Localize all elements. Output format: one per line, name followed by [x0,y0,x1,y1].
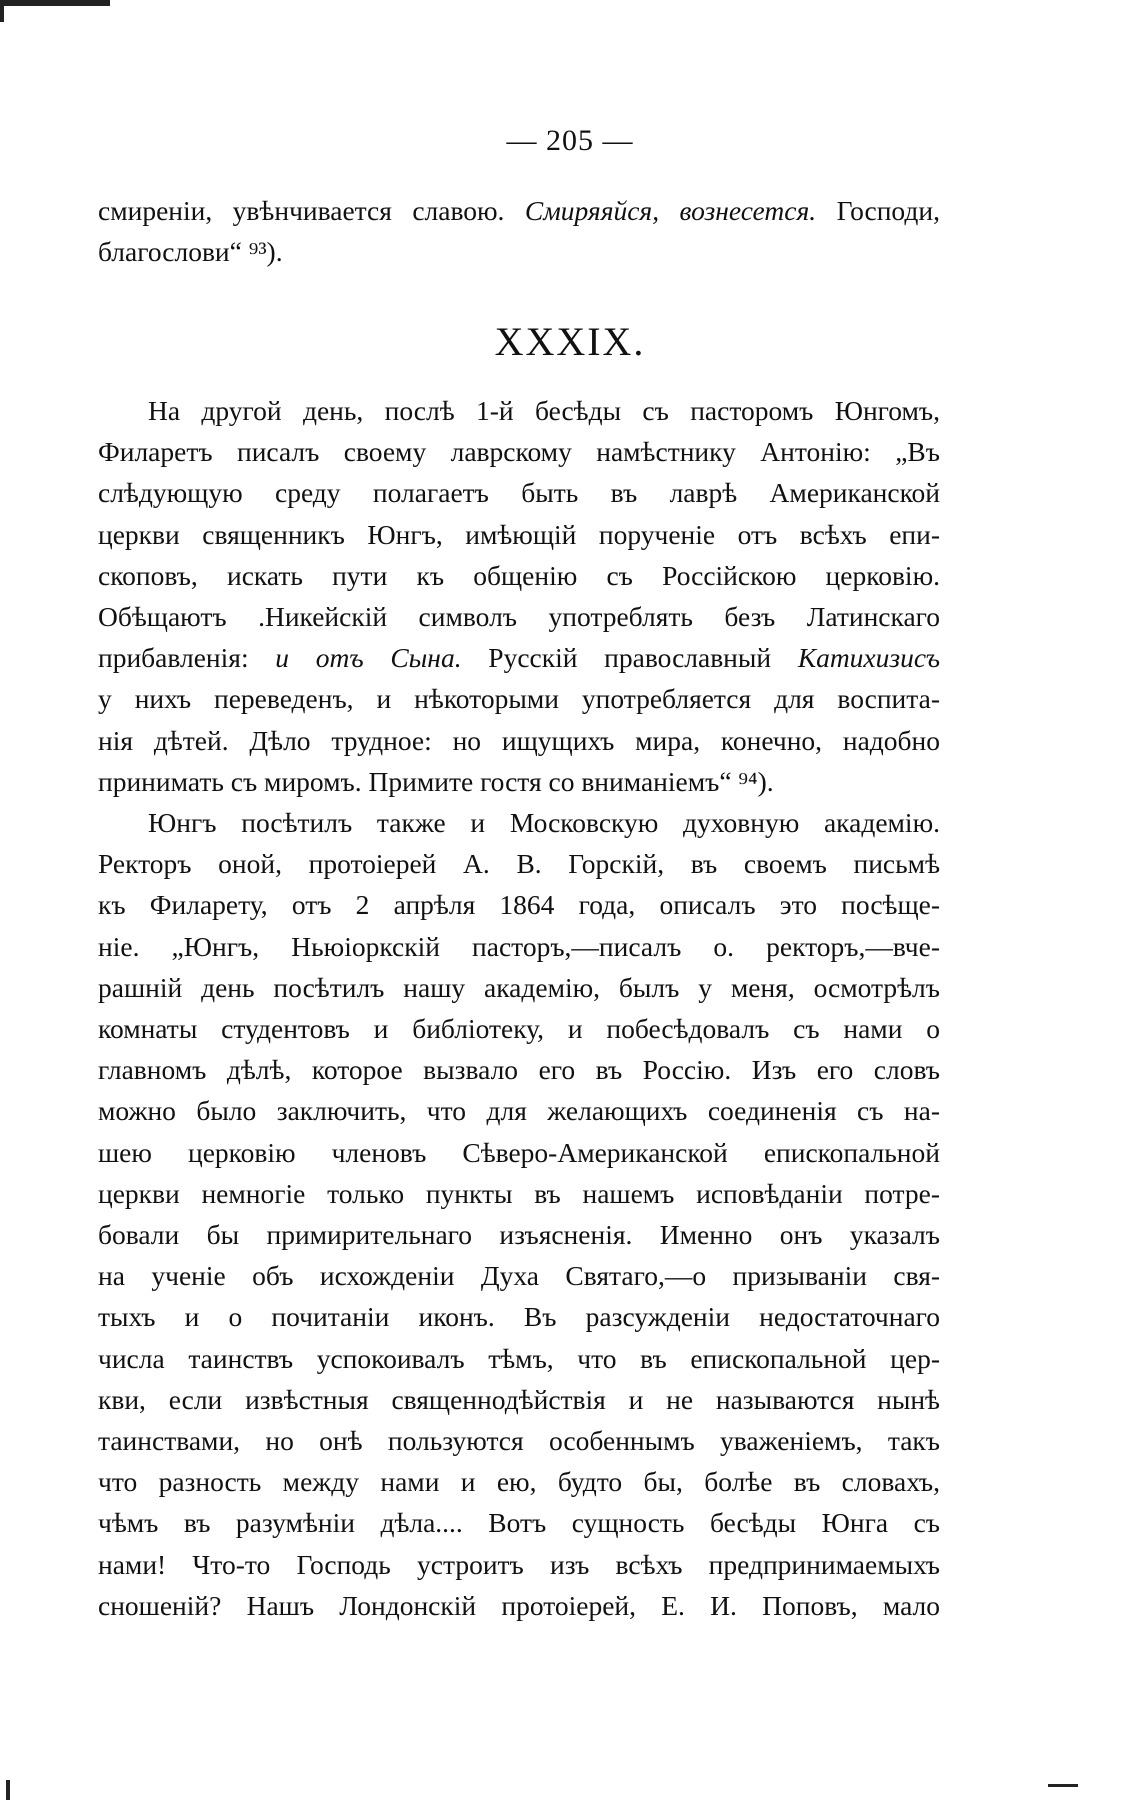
text-line: Ректоръ оной, протоіерей А. В. Горскій, въ своемъ письмѣ [98,848,940,880]
text-line: кви, если извѣстныя священнодѣйствія и не называются нынѣ [98,1383,940,1415]
text-line: можно было заключить, что для желающихъ соединенія съ на- [98,1095,940,1127]
intro-paragraph [98,190,940,272]
text-line-end: Господи, [816,195,940,226]
italic-term: Катихизисъ [797,642,940,674]
text-line: числа таинствъ успокоивалъ тѣмъ, что въ епископальной цер- [98,1342,940,1374]
text-line: скоповъ, искать пути къ общенію съ Россійскою церковію. [98,559,940,591]
text-line: ніе. „Юнгъ, Ньюіоркскій пасторъ,—писалъ о. ректоръ,—вче- [98,930,940,962]
text-line: на ученіе объ исхожденіи Духа Святаго,—о призываніи свя- [98,1260,940,1292]
text-line-start: смиреніи, увѣнчивается славою. [98,195,525,226]
text-line: На другой день, послѣ 1-й бесѣды съ пасторомъ Юнгомъ, [148,395,940,426]
text-line: Филаретъ писалъ своему лаврскому намѣстнику Антонію: „Въ [98,436,940,468]
text-line: бовали бы примирительнаго изъясненія. Именно онъ указалъ [98,1219,940,1251]
text-line: тыхъ и о почитаніи иконъ. Въ разсужденіи недостаточнаго [98,1301,940,1333]
text-line: таинствами, но онѣ пользуются особеннымъ уваженіемъ, такъ [98,1425,940,1457]
text-line: слѣдующую среду полагаетъ быть въ лаврѣ Американской [98,477,940,509]
text-line: нія дѣтей. Дѣло трудное: но ищущихъ мира, конечно, надобно [98,724,940,756]
scan-edge-mark-vertical [0,0,4,22]
main-text [98,390,940,1626]
text-line: чѣмъ въ разумѣніи дѣла.... Вотъ сущность бесѣды Юнга съ [98,1507,940,1539]
text-line: что разность между нами и ею, будто бы, болѣе въ словахъ, [98,1466,940,1498]
text-line: благослови“ ⁹³). [98,236,283,268]
text-line: церкви священникъ Юнгъ, имѣющій порученіе отъ всѣхъ епи- [98,518,940,550]
text-line: принимать съ миромъ. Примите гостя со вниманіемъ“ ⁹⁴). [98,765,774,797]
italic-quote: Смиряяйся, вознесется. [524,195,817,226]
text-line: у нихъ переведенъ, и нѣкоторыми употребляется для воспита- [98,683,940,715]
text-line: сношеній? Нашъ Лондонскій протоіерей, Е. И. Поповъ, мало [98,1589,940,1621]
italic-phrase: и отъ Сына. [275,642,462,674]
text-line: шею церковію членовъ Сѣверо-Американской епископальной [98,1136,940,1168]
text-line-start: прибавленія: [98,642,276,674]
text-line-mid: Русскій православный [461,642,798,674]
text-line: Обѣщаютъ .Никейскій символъ употреблять безъ Латинскаго [98,601,940,633]
page-number: — 205 — [506,124,634,157]
scan-edge-mark [0,0,110,6]
text-line: нами! Что-то Господь устроитъ изъ всѣхъ предпринимаемыхъ [98,1548,940,1580]
section-title: XXXIX. [494,319,646,364]
text-line: къ Филарету, отъ 2 апрѣля 1864 года, описалъ это посѣще- [98,889,940,921]
scan-corner-mark [6,1780,10,1800]
scan-bottom-mark [1048,1784,1078,1787]
text-line: комнаты студентовъ и библіотеку, и побесѣдовалъ съ нами о [98,1013,940,1045]
text-line: церкви немногіе только пункты въ нашемъ исповѣданіи потре- [98,1177,940,1209]
text-line: Юнгъ посѣтилъ также и Московскую духовную академію. [148,807,940,839]
text-line [98,637,940,678]
text-line: главномъ дѣлѣ, которое вызвало его въ Россію. Изъ его словъ [98,1054,940,1086]
text-line: рашній день посѣтилъ нашу академію, былъ у меня, осмотрѣлъ [98,971,940,1003]
text-line [98,190,940,231]
